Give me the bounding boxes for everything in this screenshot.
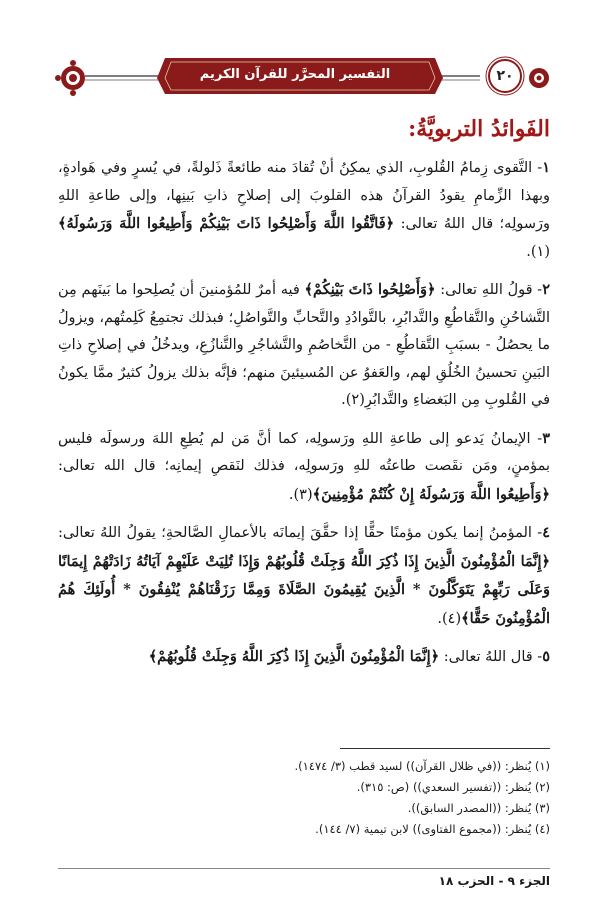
paragraph-3 [58, 425, 550, 510]
footnote-1: (١) يُنظر: ((في ظلال القرآن)) لسيد قطب (٣/ ١٤٧٤). [294, 759, 550, 773]
page-header [55, 50, 553, 102]
footnotes [58, 756, 550, 840]
paragraph-text: - قال اللهُ تعالى: [439, 649, 543, 665]
footnote-3: (٣) يُنظر: ((المصدر السابق)). [407, 801, 550, 815]
quran-verse: ﴿فَاتَّقُوا اللَّهَ وَأَصْلِحُوا ذَاتَ بَيْنِكُمْ وَأَطِيعُوا اللَّهَ وَرَسُولَهُ﴾ [58, 215, 395, 232]
main-content [58, 112, 550, 682]
footer-juz-hizb: الجزء ٩ - الحزب ١٨ [438, 874, 550, 888]
footnote-ref: (٤). [437, 610, 462, 627]
paragraph-text: - قولُ اللهِ تعالى: [435, 282, 543, 298]
paragraph-number: ٢ [542, 281, 550, 298]
footer-divider [58, 868, 550, 869]
section-title: الفَوائدُ التربويَّةُ: [408, 116, 550, 142]
quran-verse: ﴿وَأَطِيعُوا اللَّهَ وَرَسُولَهُ إِنْ كُنْتُمْ مُؤْمِنِينَ﴾ [312, 485, 550, 503]
footnote-divider [340, 748, 550, 749]
quran-verse: ﴿وَأَصْلِحُوا ذَاتَ بَيْنِكُمْ﴾ [304, 281, 436, 298]
paragraph-5 [58, 643, 550, 672]
paragraph-text: - المؤمنُ إنما يكون مؤمنًا حقًّا إذا حقَّقَ إيمانَه بالأعمالِ الصَّالحةِ؛ يقولُ اللهُ تعالى: [58, 525, 543, 541]
paragraph-number: ٥ [542, 648, 550, 665]
page-number: ٢٠ [496, 68, 514, 84]
paragraph-number: ٤ [542, 524, 550, 541]
footnote-ref: (٢). [341, 392, 365, 408]
paragraph-text: - التَّقوى زِمامُ القُلوبِ، الذي يمكِنُ أنْ تُقادَ منه طائعةً ذَلولةً، في يُسرٍ وفي هَوادةٍ، وبهذا الزِّمامِ يقودُ القرآنُ هذه القلوبَ إلى إصلاحِ ذاتِ بَينِها، وإلى طاعةِ اللهِ ورَسولِه؛ قال اللهُ تعالى: [58, 160, 551, 232]
footnote-ref: (٣). [288, 486, 313, 503]
book-title: التفسير المحرَّر للقرآن الكريم [199, 67, 391, 82]
footnote-4: (٤) يُنظر: ((مجموع الفتاوى)) لابن تيمية (٧/ ١٤٤). [315, 822, 550, 836]
paragraph-text: - الإيمانُ يَدعو إلى طاعةِ اللهِ ورَسولِه، كما أنَّ مَن لم يُطِعِ اللهَ ورسولَه فليس بمؤمنٍ، ومَن نقَصت طاعتُه للهِ ورَسولِه، فذلك لنَقصِ إيمانِه؛ قال الله تعالى: [58, 430, 550, 474]
footnote-2: (٢) يُنظر: ((تفسير السعدي)) (ص: ٣١٥). [356, 780, 550, 794]
paragraph-number: ٣ [542, 429, 550, 447]
paragraph-4 [58, 519, 550, 633]
paragraph-number: ١ [542, 159, 550, 176]
paragraph-1 [58, 154, 550, 266]
paragraph-2 [58, 276, 550, 415]
quran-verse: ﴿إِنَّمَا الْمُؤْمِنُونَ الَّذِينَ إِذَا ذُكِرَ اللَّهُ وَجِلَتْ قُلُوبُهُمْ﴾ [148, 648, 440, 665]
paragraph-text: فيه أمرٌ للمُؤمنينَ أن يُصلِحوا ما بَينَهم مِن التَّشاحُنِ والتَّقاطُعِ والتَّدابُرِ، بالتَّوادُدِ والتَّحابِّ والتَّواصُلِ؛ فبذلك تجتمِعُ كَلِمتُهم، ويزولُ ما يحصُلُ - بسبَبِ التَّقاطُعِ - من التَّخاصُمِ والتَّشاجُرِ والتَّنازُعِ، ويدخُلُ في إصلاحِ ذاتِ البَينِ تحسينُ الخُلُقِ لهم، والعَفوُ عن المُسيئينَ منهم؛ فإنَّه بذلك يزولُ كثيرٌ ممَّا يكونُ في القُلوبِ مِن البَغضاءِ والتَّدابُرِ [58, 282, 550, 408]
footnote-ref: (١). [526, 243, 550, 260]
quran-verse: ﴿إِنَّمَا الْمُؤْمِنُونَ الَّذِينَ إِذَا ذُكِرَ اللَّهُ وَجِلَتْ قُلُوبُهُمْ وَإِذَا تُلِيَتْ عَلَيْهِمْ آيَاتُهُ زَادَتْهُمْ إِيمَانًا وَعَلَى رَبِّهِمْ يَتَوَكَّلُونَ * الَّذِينَ يُقِيمُونَ الصَّلَاةَ وَمِمَّا رَزَقْنَاهُمْ يُنْفِقُونَ * أُولَئِكَ هُمُ الْمُؤْمِنُونَ حَقًّا﴾ [58, 552, 550, 627]
